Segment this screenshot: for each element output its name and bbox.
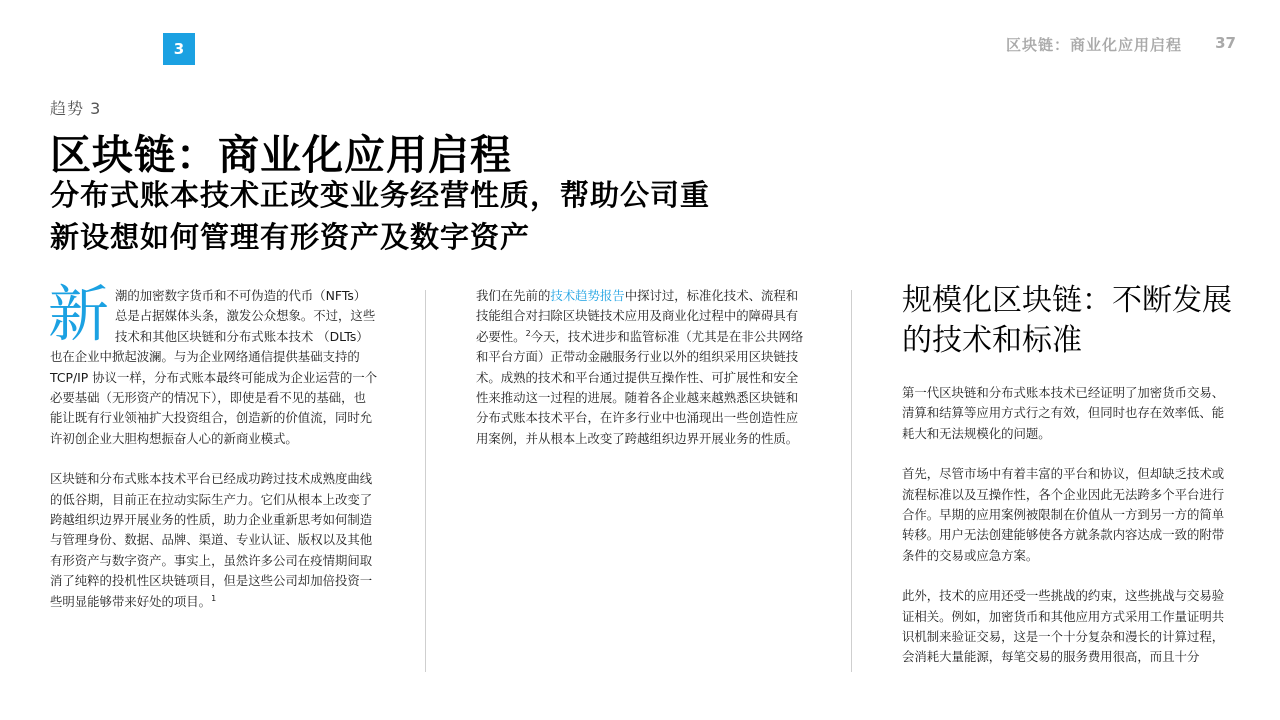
column1-paragraph-2 — [50, 469, 378, 612]
section-heading: 规模化区块链：不断发展的技术和标准 — [902, 283, 1232, 358]
column3-paragraph-3: 此外，技术的应用还受一些挑战的约束，这些挑战与交易验证相关。例如，加密货币和其他应用方式采用工作量证明共识机制来验证交易，这是一个十分复杂和漫长的计算过程，会消耗大量能源，每笔交易的服务费用很高，而且十分 — [902, 588, 1225, 665]
running-header-title: 区块链：商业化应用启程 — [1005, 36, 1182, 54]
column2-text-before-link: 我们在先前的 — [476, 288, 551, 303]
trend-label: 趋势 3 — [50, 99, 102, 118]
column-divider-1 — [425, 290, 426, 672]
body-column-3 — [902, 383, 1232, 688]
drop-cap: 新 — [48, 279, 110, 350]
column3-paragraph-1: 第一代区块链和分布式账本技术已经证明了加密货币交易、清算和结算等应用方式行之有效，但同时也存在效率低、能耗大和无法规模化的问题。 — [902, 385, 1225, 441]
tech-trends-report-link[interactable]: 技术趋势报告 — [550, 288, 625, 303]
page-title: 区块链：商业化应用启程 — [50, 131, 512, 179]
column2-text-after-link: 中探讨过，标准化技术、流程和技能组合对扫除区块链技术应用及商业化过程中的障碍具有必要性。 — [476, 288, 799, 344]
column1-paragraph-1-text: 潮的加密数字货币和不可伪造的代币（NFTs）总是占据媒体头条，激发公众想象。不过，这些技术和其他区块链和分布式账本技术 （DLTs）也在企业中掀起波澜。与为企业网络通信提供基础支持的TCP/IP 协议一样，分布式账本最终可能成为企业运营的一个必要基础（无形资产的情况下），即使是看不见的基础，也能让既有行业领袖扩大投资组合，创造新的价值流，同时允许初创企业大胆构想振奋人心的新商业模式。 — [50, 288, 378, 446]
section-number-badge: 3 — [163, 33, 195, 65]
body-column-2 — [476, 286, 806, 469]
column2-paragraph-1 — [476, 286, 806, 449]
body-column-1 — [48, 279, 378, 632]
page-number: 37 — [1215, 34, 1236, 52]
column-divider-2 — [851, 290, 852, 672]
column1-paragraph-1 — [48, 279, 378, 449]
column1-paragraph-2-text: 区块链和分布式账本技术平台已经成功跨过技术成熟度曲线的低谷期，目前正在拉动实际生产力。它们从根本上改变了跨越组织边界开展业务的性质，助力企业重新思考如何制造与管理身份、数据、品牌、渠道、专业认证、版权以及其他有形资产与数字资产。事实上，虽然许多公司在疫情期间取消了纯粹的投机性区块链项目，但是这些公司却加倍投资一些明显能够带来好处的项目。 — [50, 471, 373, 609]
footnote-ref-1[interactable]: 1 — [211, 593, 217, 603]
footnote-ref-2[interactable]: 2 — [525, 328, 531, 338]
page-subtitle: 分布式账本技术正改变业务经营性质，帮助公司重新设想如何管理有形资产及数字资产 — [50, 178, 711, 254]
column3-paragraph-2: 首先，尽管市场中有着丰富的平台和协议，但却缺乏技术或流程标准以及互操作性，各个企业因此无法跨多个平台进行合作。早期的应用案例被限制在价值从一方到另一方的简单转移。用户无法创建能够使各方就条款内容达成一致的附带条件的交易或应急方案。 — [902, 466, 1225, 563]
column2-text-rest: 今天，技术进步和监管标准（尤其是在非公共网络和平台方面）正带动金融服务行业以外的组织采用区块链技术。成熟的技术和平台通过提供互操作性、可扩展性和安全性来推动这一过程的进展。随着各企业越来越熟悉区块链和分布式账本技术平台，在许多行业中也涌现出一些创造性应用案例，并从根本上改变了跨越组织边界开展业务的性质。 — [476, 328, 804, 446]
